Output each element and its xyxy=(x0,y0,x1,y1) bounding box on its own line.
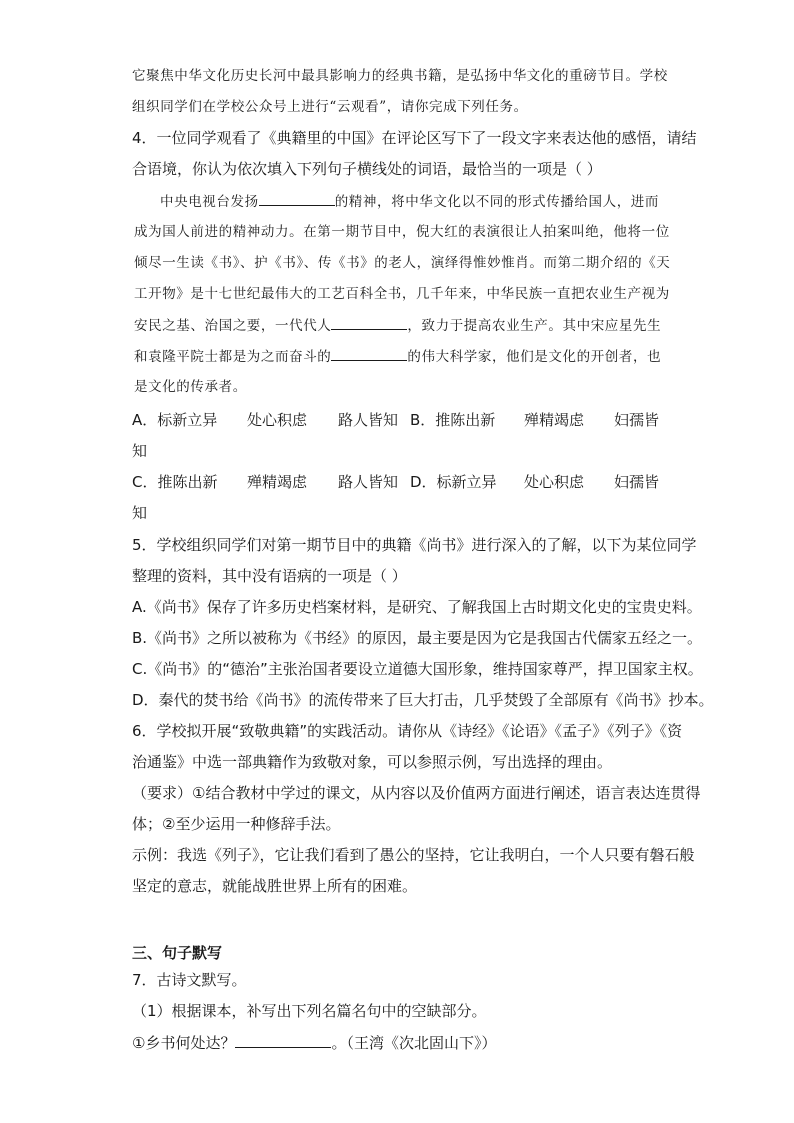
q4-stem-line-1: 4．一位同学观看了《典籍里的中国》在评论区写下了一段文字来表达他的感悟，请结 xyxy=(132,129,697,147)
intro-line-2: 组织同学们在学校公众号上进行“云观看”，请你完成下列任务。 xyxy=(132,99,528,115)
q5-stem-line-1: 5．学校组织同学们对第一期节目中的典籍《尚书》进行深入的了解，以下为某位同学 xyxy=(132,536,697,554)
passage-text: 安民之基、治国之要，一代代人 xyxy=(134,318,332,334)
section-heading: 三、句子默写 xyxy=(132,944,223,962)
option-d-word-2: 处心积虑 xyxy=(524,473,585,491)
q4-stem-line-2: 合语境，你认为依次填入下列句子横线处的词语，最恰当的一项是（ ） xyxy=(132,160,602,178)
q6-stem-line-1: 6．学校拟开展“致敬典籍”的实践活动。请你从《诗经》《论语》《孟子》《列子》《资 xyxy=(132,722,683,740)
option-d-word-1[interactable]: D．标新立异 xyxy=(410,473,497,491)
option-a-word-3: 路人皆知 xyxy=(338,411,399,429)
q6-stem-line-2: 治通鉴》中选一部典籍作为致敬对象，可以参照示例，写出选择的理由。 xyxy=(132,753,613,771)
intro-line-1: 它聚焦中华文化历史长河中最具影响力的经典书籍，是弘扬中华文化的重磅节目。学校 xyxy=(132,68,668,84)
q4-passage-line-3: 倾尽一生读《书》、护《书》、传《书》的老人，演绎得惟妙惟肖。而第二期介绍的《天 xyxy=(134,255,671,271)
q4-passage-line-7: 是文化的传承者。 xyxy=(134,379,247,395)
q4-passage-line-5 xyxy=(134,315,661,336)
q6-requirement-line-2: 体；②至少运用一种修辞手法。 xyxy=(132,815,341,833)
fill-blank-poem-1[interactable] xyxy=(235,1032,331,1048)
option-c-word-2: 殚精竭虑 xyxy=(247,473,308,491)
item-text: 。（王湾《次北固山下》） xyxy=(331,1034,497,1052)
q7-stem: 7．古诗文默写。 xyxy=(132,971,247,989)
q4-passage-line-1 xyxy=(160,191,659,212)
q4-passage-line-4: 工开物》是十七世纪最伟大的工艺百科全书，几千年来，中华民族一直把农业生产视为 xyxy=(134,286,670,302)
option-c-word-3: 路人皆知 xyxy=(338,473,399,491)
fill-blank-2[interactable] xyxy=(331,315,407,330)
option-b-wrap: 知 xyxy=(132,442,148,460)
option-b-word-1[interactable]: B．推陈出新 xyxy=(410,411,496,429)
q7-item-1 xyxy=(132,1032,496,1053)
q5-stem-line-2: 整理的资料，其中没有语病的一项是（ ） xyxy=(132,567,407,585)
q5-option-d[interactable]: D．秦代的焚书给《尚书》的流传带来了巨大打击，几乎焚毁了全部原有《尚书》抄本。 xyxy=(132,691,714,709)
passage-text: 的精神，将中华文化以不同的形式传播给国人，进而 xyxy=(334,194,660,210)
q4-passage-line-6 xyxy=(134,346,661,367)
q6-example-line-1: 示例：我选《列子》，它让我们看到了愚公的坚持，它让我明白，一个人只要有磐石般 xyxy=(132,846,695,864)
passage-text: 的伟大科学家，他们是文化的开创者，也 xyxy=(407,349,662,365)
option-c-word-1[interactable]: C．推陈出新 xyxy=(132,473,218,491)
passage-text: 和袁隆平院士都是为之而奋斗的 xyxy=(134,349,332,365)
q7-sub-question-1: （1）根据课本，补写出下列名篇名句中的空缺部分。 xyxy=(132,1002,487,1020)
option-a-word-1[interactable]: A．标新立异 xyxy=(132,411,218,429)
fill-blank-1[interactable] xyxy=(259,191,335,206)
q6-example-line-2: 坚定的意志，就能战胜世界上所有的困难。 xyxy=(132,877,418,895)
q4-passage-line-2: 成为国人前进的精神动力。在第一期节目中，倪大红的表演很让人拍案叫绝，他将一位 xyxy=(134,224,670,240)
passage-text: ，致力于提高农业生产。其中宋应星先生 xyxy=(407,318,662,334)
option-d-wrap: 知 xyxy=(132,504,148,522)
q6-requirement-line-1: （要求）①结合教材中学过的课文，从内容以及价值两方面进行阐述，语言表达连贯得 xyxy=(132,784,701,802)
option-b-word-3: 妇孺皆 xyxy=(614,411,660,429)
q5-option-a[interactable]: A.《尚书》保存了许多历史档案材料，是研究、了解我国上古时期文化史的宝贵史料。 xyxy=(132,598,702,616)
option-d-word-3: 妇孺皆 xyxy=(614,473,660,491)
item-text: ①乡书何处达？ xyxy=(132,1034,236,1052)
option-b-word-2: 殚精竭虑 xyxy=(524,411,585,429)
option-a-word-2: 处心积虑 xyxy=(247,411,308,429)
q5-option-b[interactable]: B.《尚书》之所以被称为《书经》的原因，最主要是因为它是我国古代儒家五经之一。 xyxy=(132,629,703,647)
passage-text: 中央电视台发扬 xyxy=(160,194,259,210)
fill-blank-3[interactable] xyxy=(331,346,407,361)
q5-option-c[interactable]: C.《尚书》的“德治”主张治国者要设立道德大国形象，维持国家尊严，捍卫国家主权。 xyxy=(132,660,703,678)
